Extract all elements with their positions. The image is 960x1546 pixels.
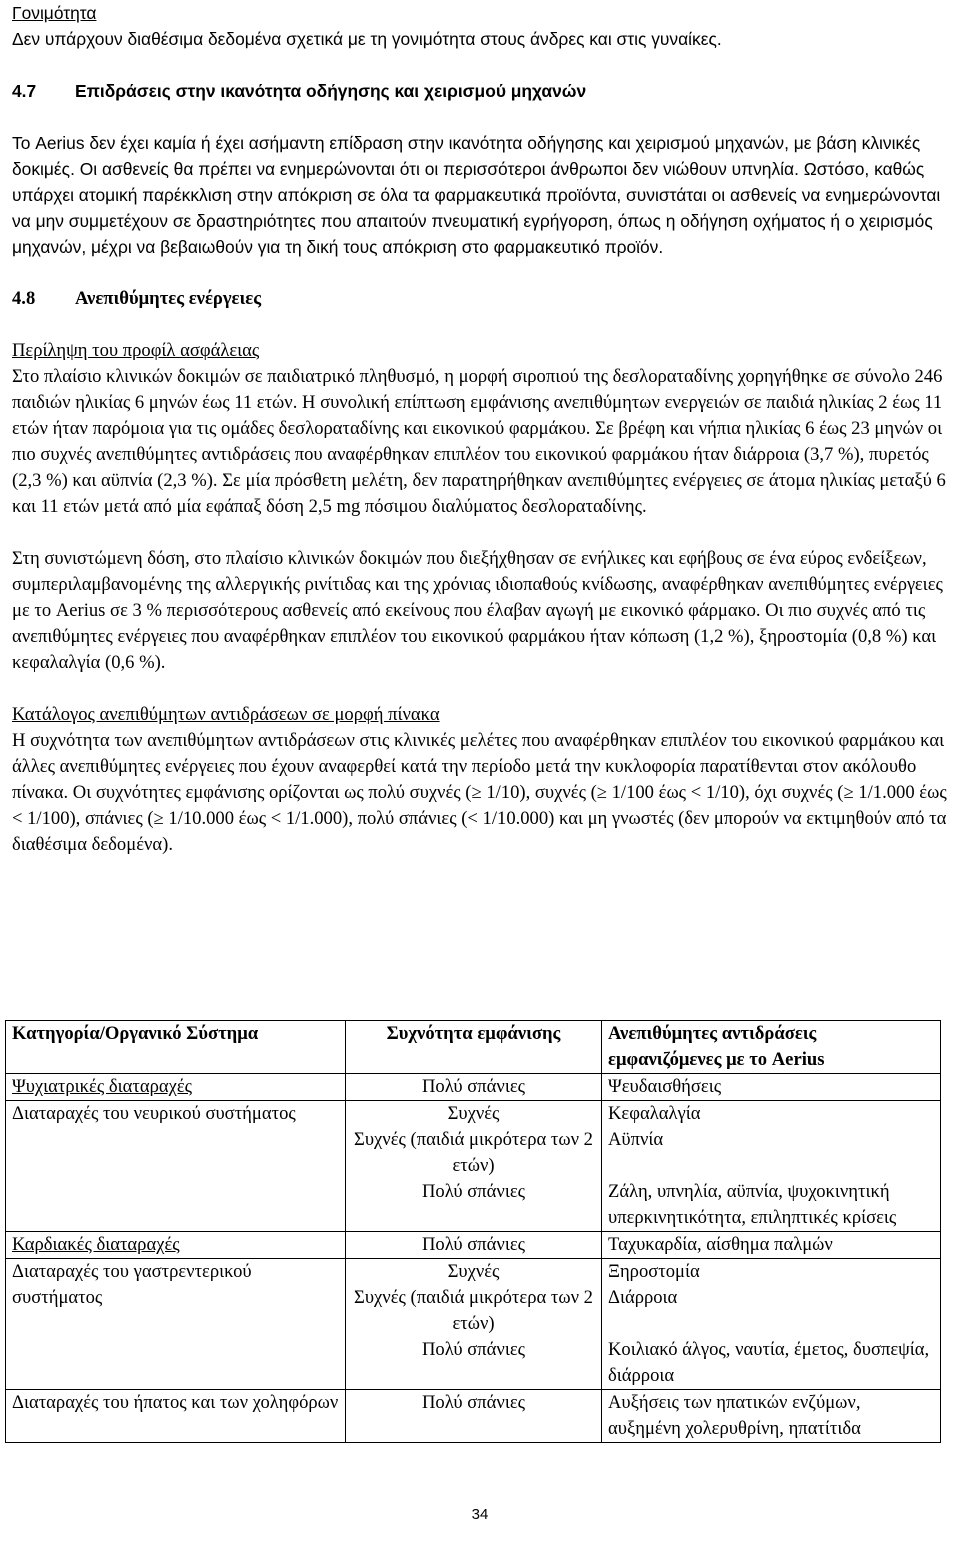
section-title: Ανεπιθύμητες ενέργειες <box>75 288 262 309</box>
paragraph-pediatric: Στο πλαίσιο κλινικών δοκιμών σε παιδιατρικό πληθυσμό, η μορφή σιροπιού της δεσλοραταδίνης χορηγήθηκε σε σύνολο 246 παιδιών ηλικίας 6 μηνών έως 11 ετών. Η συνολική επίπτωση εμφάνισης ανεπιθύμητων ενεργειών σε παιδιά ηλικίας 2 έως 11 ετών ήταν παρόμοια για τις ομάδες δεσλοραταδίνης και εικονικού φαρμάκου. Σε βρέφη και νήπια ηλικίας 6 έως 23 μηνών οι πιο συχνές ανεπιθύμητες αντιδράσεις που αναφέρθηκαν επιπλέον του εικονικού φαρμάκου ήταν διάρροια (3,7 %), πυρετός (2,3 %) και αϋπνία (2,3 %). Σε μία πρόσθετη μελέτη, δεν παρατηρήθηκαν ανεπιθύμητες ενέργειες σε άτομα ηλικίας μεταξύ 6 και 11 ετών μετά από μία εφάπαξ δόση 2,5 mg πόσιμου διαλύματος δεσλοραταδίνης. <box>12 366 946 517</box>
section-4-7-heading <box>12 78 948 104</box>
frequency-line: Συχνές (παιδιά μικρότερα των 2 ετών) <box>354 1287 593 1334</box>
section-number: 4.8 <box>12 288 36 309</box>
column-header: Κατηγορία/Οργανικό Σύστημα <box>6 1021 346 1074</box>
section-4-7-text: Το Aerius δεν έχει καμία ή έχει ασήμαντη επίδραση στην ικανότητα οδήγησης και χειρισμού μηχανών, με βάση κλινικές δοκιμές. Οι ασθενείς θα πρέπει να ενημερώνονται ότι οι περισσότεροι άνθρωποι δεν νιώθουν υπνηλία. Ωστόσο, καθώς υπάρχει ατομική παρέκκλιση στην απόκριση σε όλα τα φαρμακευτικά προϊόντα, συνιστάται οι ασθενείς να ενημερώνονται να μην συμμετέχουν σε δραστηριότητες που απαιτούν πνευματική εγρήγορση, όπως η οδήγηση οχήματος ή ο χειρισμός μηχανών, μέχρι να βεβαιωθούν για τη δική τους απόκριση στο φαρμακευτικό προϊόν. <box>12 133 941 257</box>
paragraph-adult: Στη συνιστώμενη δόση, στο πλαίσιο κλινικών δοκιμών που διεξήχθησαν σε ενήλικες και εφήβους σε ένα εύρος ενδείξεων, συμπεριλαμβανομένης της αλλεργικής ρινίτιδας και της χρόνιας ιδιοπαθούς κνίδωσης, αναφέρθηκαν ανεπιθύμητες ενέργειες με το Aerius σε 3 % περισσότερους ασθενείς από εκείνους που έλαβαν αγωγή με εικονικό φάρμακο. Οι πιο συχνές από τις ανεπιθύμητες ενέργειες που αναφέρθηκαν επιπλέον του εικονικού φαρμάκου ήταν κόπωση (1,2 %), ξηροστομία (0,8 %) και κεφαλαλγία (0,6 %). <box>12 548 943 673</box>
reaction-line: Κοιλιακό άλγος, ναυτία, έμετος, δυσπεψία, διάρροια <box>608 1339 930 1386</box>
frequency-cell: Πολύ σπάνιες <box>346 1074 602 1101</box>
reactions-cell: Αυξήσεις των ηπατικών ενζύμων, αυξημένη χολερυθρίνη, ηπατίτιδα <box>602 1390 941 1443</box>
adverse-reactions-table <box>5 1020 941 1443</box>
table-row <box>6 1232 941 1259</box>
reaction-line: Κεφαλαλγία <box>608 1103 701 1124</box>
section-4-8-heading <box>12 286 948 312</box>
reactions-cell: Ταχυκαρδία, αίσθημα παλμών <box>602 1232 941 1259</box>
frequency-cell <box>346 1259 602 1390</box>
frequency-cell: Πολύ σπάνιες <box>346 1232 602 1259</box>
frequency-cell: Πολύ σπάνιες <box>346 1390 602 1443</box>
table-header-row <box>6 1021 941 1074</box>
tabulated-list-heading: Κατάλογος ανεπιθύμητων αντιδράσεων σε μορφή πίνακα <box>12 704 440 725</box>
column-header: Συχνότητα εμφάνισης <box>346 1021 602 1074</box>
table-row <box>6 1101 941 1232</box>
reaction-line: Ζάλη, υπνηλία, αϋπνία, ψυχοκινητική υπερκινητικότητα, επιληπτικές κρίσεις <box>608 1181 897 1228</box>
reactions-cell <box>602 1259 941 1390</box>
category-cell: Ψυχιατρικές διαταραχές <box>6 1074 346 1101</box>
document-page <box>12 0 948 858</box>
category-cell: Καρδιακές διαταραχές <box>6 1232 346 1259</box>
section-title: Επιδράσεις στην ικανότητα οδήγησης και χειρισμού μηχανών <box>75 81 587 101</box>
frequency-line: Πολύ σπάνιες <box>422 1339 525 1360</box>
reactions-cell <box>602 1101 941 1232</box>
category-cell: Διαταραχές του νευρικού συστήματος <box>6 1101 346 1232</box>
table-row <box>6 1259 941 1390</box>
paragraph-frequency-definitions: Η συχνότητα των ανεπιθύμητων αντιδράσεων στις κλινικές μελέτες που αναφέρθηκαν επιπλέον του εικονικού φαρμάκου και άλλες ανεπιθύμητες ενέργειες που έχουν αναφερθεί κατά την περίοδο μετά την κυκλοφορία παρατίθενται στον ακόλουθο πίνακα. Οι συχνότητες εμφάνισης ορίζονται ως πολύ συχνές (≥ 1/10), συχνές (≥ 1/100 έως < 1/10), όχι συχνές (≥ 1/1.000 έως < 1/100), σπάνιες (≥ 1/10.000 έως < 1/1.000), πολύ σπάνιες (< 1/10.000) και μη γνωστές (δεν μπορούν να εκτιμηθούν από τα διαθέσιμα δεδομένα). <box>12 730 947 855</box>
section-number: 4.7 <box>12 81 37 101</box>
reaction-line: Ξηροστομία <box>608 1261 700 1282</box>
frequency-line: Πολύ σπάνιες <box>422 1181 525 1202</box>
fertility-text: Δεν υπάρχουν διαθέσιμα δεδομένα σχετικά με τη γονιμότητα στους άνδρες και στις γυναίκες. <box>12 29 722 49</box>
frequency-line: Συχνές <box>447 1261 500 1282</box>
table-row <box>6 1074 941 1101</box>
frequency-line: Συχνές <box>447 1103 500 1124</box>
safety-summary-heading: Περίληψη του προφίλ ασφάλειας <box>12 340 260 361</box>
reaction-line: Αϋπνία <box>608 1129 664 1150</box>
frequency-line: Συχνές (παιδιά μικρότερα των 2 ετών) <box>354 1129 593 1176</box>
category-cell: Διαταραχές του ήπατος και των χοληφόρων <box>6 1390 346 1443</box>
reactions-cell: Ψευδαισθήσεις <box>602 1074 941 1101</box>
table-row <box>6 1390 941 1443</box>
fertility-heading: Γονιμότητα <box>12 3 97 23</box>
reaction-line: Διάρροια <box>608 1287 678 1308</box>
column-header: Ανεπιθύμητες αντιδράσεις εμφανιζόμενες με το Aerius <box>602 1021 941 1074</box>
frequency-cell <box>346 1101 602 1232</box>
category-cell: Διαταραχές του γαστρεντερικού συστήματος <box>6 1259 346 1390</box>
page-number: 34 <box>471 1506 489 1523</box>
